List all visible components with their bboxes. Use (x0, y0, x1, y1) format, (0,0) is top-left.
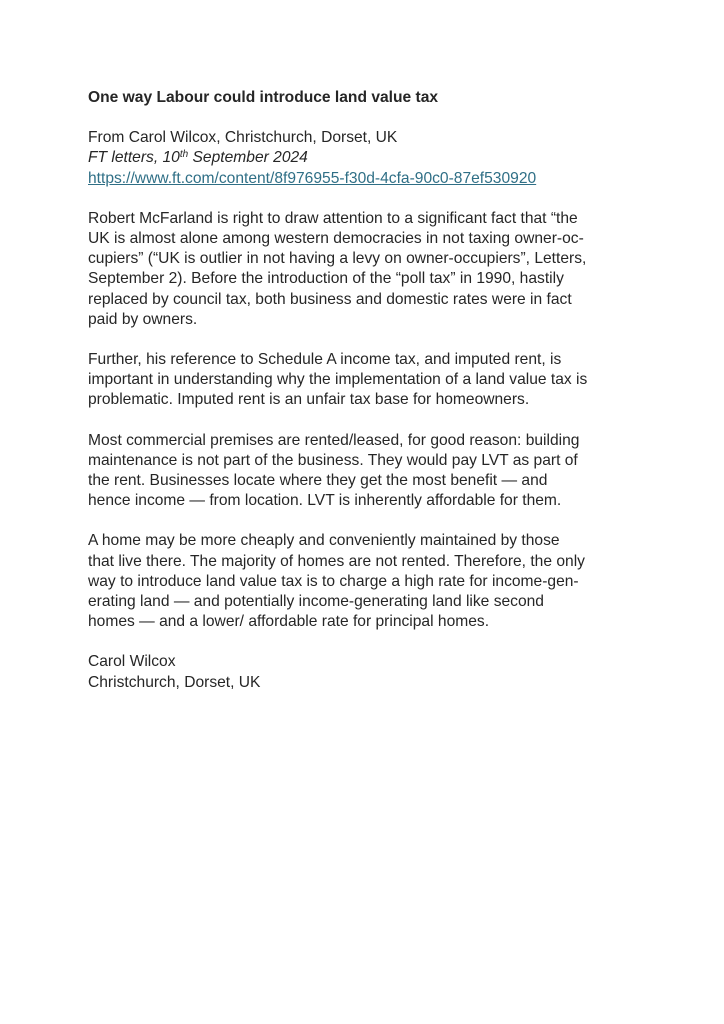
document-page (88, 88, 648, 693)
letter-meta (88, 128, 648, 189)
paragraph-line: erating land — and potentially income-generating land like second (88, 593, 544, 611)
paragraph-line: the rent. Businesses locate where they get the most benefit — and (88, 472, 548, 490)
paragraph-line: Most commercial premises are rented/leased, for good reason: building (88, 431, 580, 449)
body-paragraph (88, 350, 648, 411)
paragraph-line: way to introduce land value tax is to charge a high rate for income-gen- (88, 572, 579, 590)
source-superscript: th (179, 149, 189, 161)
letter-title: One way Labour could introduce land value tax (88, 89, 439, 106)
signature-name: Carol Wilcox (88, 653, 176, 671)
letter-body (88, 209, 648, 633)
paragraph-line: homes — and a lower/ affordable rate for principal homes. (88, 613, 490, 631)
paragraph-line: cupiers” (“UK is outlier in not having a levy on owner-occupiers”, Letters, (88, 250, 587, 268)
paragraph-line: hence income — from location. LVT is inherently affordable for them. (88, 492, 562, 510)
paragraph-line: A home may be more cheaply and conveniently maintained by those (88, 532, 560, 550)
paragraph-line: Further, his reference to Schedule A income tax, and imputed rent, is (88, 351, 562, 369)
paragraph-line: paid by owners. (88, 310, 198, 328)
body-paragraph (88, 531, 648, 632)
source-suffix: September 2024 (188, 149, 308, 167)
paragraph-line: maintenance is not part of the business. They would pay LVT as part of (88, 451, 578, 469)
body-paragraph (88, 209, 648, 330)
signature (88, 652, 648, 692)
paragraph-line: September 2). Before the introduction of the “poll tax” in 1990, hastily (88, 270, 564, 288)
paragraph-line: UK is almost alone among western democracies in not taxing owner-oc- (88, 230, 584, 248)
paragraph-line: important in understanding why the implementation of a land value tax is (88, 371, 588, 389)
paragraph-line: replaced by council tax, both business and domestic rates were in fact (88, 290, 572, 308)
body-paragraph (88, 431, 648, 512)
signature-location: Christchurch, Dorset, UK (88, 673, 261, 691)
source-line (88, 148, 648, 168)
article-link[interactable]: https://www.ft.com/content/8f976955-f30d-4cfa-90c0-87ef530920 (88, 169, 537, 187)
paragraph-line: Robert McFarland is right to draw attention to a significant fact that “the (88, 209, 578, 227)
source-prefix: FT letters, 10 (88, 149, 180, 167)
from-line: From Carol Wilcox, Christchurch, Dorset, UK (88, 129, 398, 147)
paragraph-line: problematic. Imputed rent is an unfair tax base for homeowners. (88, 391, 530, 409)
paragraph-line: that live there. The majority of homes are not rented. Therefore, the only (88, 552, 585, 570)
